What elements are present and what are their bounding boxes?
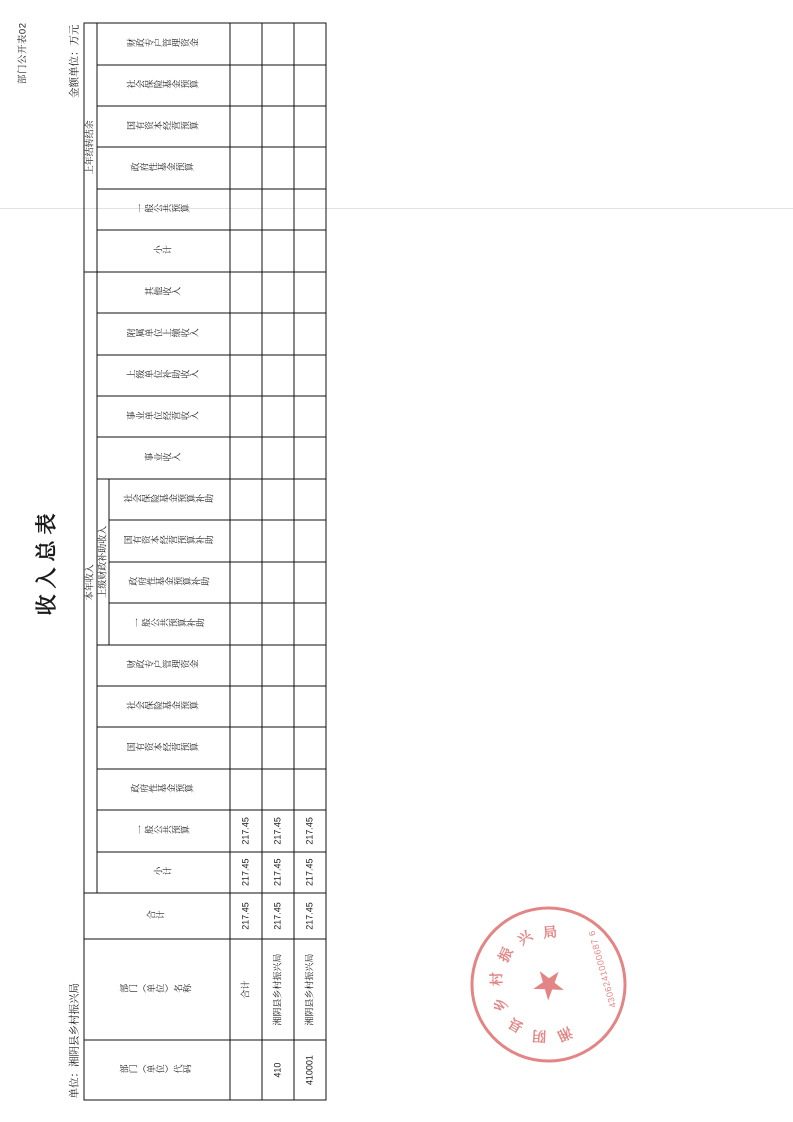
cell-dept-name: 湘阴县乡村振兴局 — [262, 938, 294, 1039]
cell-affiliate-paid — [262, 313, 294, 354]
doc-top-line — [14, 22, 28, 1100]
table-row — [230, 23, 262, 1100]
th-dept-code: 部门（单位）代码 — [84, 1040, 230, 1100]
cell-fiscal-account — [294, 644, 326, 685]
cell-subtotal: 217.45 — [230, 851, 262, 892]
th-carryover-subtotal: 小计 — [96, 230, 230, 271]
amount-unit-label: 金额单位：万元 — [68, 24, 80, 98]
cell-sub-govfund — [294, 561, 326, 602]
cell-career-income — [294, 437, 326, 478]
th-state-capital-budget: 国有资本经营预算 — [96, 727, 230, 768]
cell-sub-govfund — [262, 561, 294, 602]
th-sub-social-insurance: 社会保险基金预算补助 — [109, 478, 230, 519]
cell-dept-name: 合计 — [230, 938, 262, 1039]
cell-fiscal-account — [262, 644, 294, 685]
cell-career-income — [262, 437, 294, 478]
th-affiliate-paid-income: 附属单位上缴收入 — [96, 313, 230, 354]
cell-carryover-subtotal — [262, 230, 294, 271]
cell-general-public: 217.45 — [262, 810, 294, 851]
cell-total: 217.45 — [230, 892, 262, 938]
cell-gov-fund — [262, 768, 294, 809]
cell-affiliate-paid — [230, 313, 262, 354]
cell-total: 217.45 — [262, 892, 294, 938]
cell-carryover-govfund — [230, 147, 262, 188]
cell-carryover-fiscal-account — [230, 23, 262, 65]
cell-superior-subsidy — [262, 354, 294, 395]
cell-other-income — [294, 271, 326, 313]
cell-social-insurance — [294, 685, 326, 726]
cell-carryover-fiscal-account — [262, 23, 294, 65]
cell-carryover-social — [294, 64, 326, 105]
th-group-current-year: 本年收入 — [84, 271, 97, 892]
cell-carryover-statecap — [262, 106, 294, 147]
cell-superior-subsidy — [294, 354, 326, 395]
th-carryover-social-insurance: 社会保险基金预算 — [96, 64, 230, 105]
th-group-fiscal-subsidy: 上级财政补助收入 — [96, 478, 109, 644]
cell-carryover-social — [230, 64, 262, 105]
income-summary-table — [83, 22, 326, 1100]
cell-social-insurance — [230, 685, 262, 726]
cell-sub-general — [294, 603, 326, 644]
th-carryover-general-public: 一般公共预算 — [96, 188, 230, 229]
cell-sub-general — [262, 603, 294, 644]
cell-gov-fund — [294, 768, 326, 809]
cell-other-income — [230, 271, 262, 313]
cell-carryover-statecap — [230, 106, 262, 147]
cell-carryover-social — [262, 64, 294, 105]
cell-general-public: 217.45 — [230, 810, 262, 851]
cell-dept-code — [230, 1040, 262, 1100]
sub-header — [66, 22, 81, 1100]
th-superior-subsidy-income: 上级单位补助收入 — [96, 354, 230, 395]
th-carryover-fiscal-account: 财政专户管理资金 — [96, 23, 230, 65]
th-current-subtotal: 小计 — [96, 851, 230, 892]
cell-career-income — [230, 437, 262, 478]
cell-sub-general — [230, 603, 262, 644]
doc-code: 部门公开表02 — [17, 22, 28, 84]
seal-star-icon: ★ — [521, 960, 575, 1008]
th-total: 合计 — [84, 892, 230, 938]
cell-subtotal: 217.45 — [262, 851, 294, 892]
table-body — [230, 23, 326, 1100]
page-title: 收入总表 — [33, 507, 58, 615]
th-fiscal-account-funds: 财政专户管理资金 — [96, 644, 230, 685]
cell-sub-statecap — [262, 520, 294, 561]
table-row — [294, 23, 326, 1100]
cell-carryover-subtotal — [230, 230, 262, 271]
cell-carryover-general — [262, 188, 294, 229]
th-carryover-state-capital: 国有资本经营预算 — [96, 106, 230, 147]
th-sub-state-capital: 国有资本经营预算补助 — [109, 520, 230, 561]
th-group-prev-carryover: 上年结转结余 — [84, 23, 97, 272]
cell-total: 217.45 — [294, 892, 326, 938]
cell-sub-social — [262, 478, 294, 519]
cell-carryover-general — [294, 188, 326, 229]
cell-carryover-govfund — [294, 147, 326, 188]
cell-state-capital — [262, 727, 294, 768]
cell-sub-statecap — [294, 520, 326, 561]
th-social-insurance-budget: 社会保险基金预算 — [96, 685, 230, 726]
th-career-income: 事业收入 — [96, 437, 230, 478]
cell-superior-subsidy — [230, 354, 262, 395]
cell-dept-code: 410 — [262, 1040, 294, 1100]
seal-code: 4306241000687 6 — [585, 928, 618, 1009]
cell-carryover-govfund — [262, 147, 294, 188]
cell-social-insurance — [262, 685, 294, 726]
seal-text: 湘 阴 县 乡 村 振 兴 局 — [487, 922, 575, 1045]
cell-state-capital — [294, 727, 326, 768]
cell-carryover-subtotal — [294, 230, 326, 271]
cell-carryover-statecap — [294, 106, 326, 147]
cell-career-operating — [230, 396, 262, 437]
th-career-operating-income: 事业单位经营收入 — [96, 396, 230, 437]
cell-gov-fund — [230, 768, 262, 809]
cell-subtotal: 217.45 — [294, 851, 326, 892]
cell-fiscal-account — [230, 644, 262, 685]
cell-general-public: 217.45 — [294, 810, 326, 851]
unit-label: 单位：湘阴县乡村振兴局 — [68, 982, 80, 1098]
cell-sub-govfund — [230, 561, 262, 602]
cell-sub-social — [294, 478, 326, 519]
cell-sub-statecap — [230, 520, 262, 561]
th-sub-general-public: 一般公共预算补助 — [109, 603, 230, 644]
cell-dept-name: 湘阴县乡村振兴局 — [294, 938, 326, 1039]
th-sub-gov-fund: 政府性基金预算补助 — [109, 561, 230, 602]
cell-carryover-general — [230, 188, 262, 229]
th-carryover-gov-fund: 政府性基金预算 — [96, 147, 230, 188]
th-other-income: 其他收入 — [96, 271, 230, 313]
cell-carryover-fiscal-account — [294, 23, 326, 65]
cell-career-operating — [262, 396, 294, 437]
th-general-public-budget: 一般公共预算 — [96, 810, 230, 851]
th-dept-name: 部门（单位）名称 — [84, 938, 230, 1039]
th-gov-fund-budget: 政府性基金预算 — [96, 768, 230, 809]
cell-sub-social — [230, 478, 262, 519]
table-row — [262, 23, 294, 1100]
official-seal — [452, 888, 645, 1081]
cell-dept-code: 410001 — [294, 1040, 326, 1100]
cell-other-income — [262, 271, 294, 313]
cell-affiliate-paid — [294, 313, 326, 354]
cell-state-capital — [230, 727, 262, 768]
cell-career-operating — [294, 396, 326, 437]
